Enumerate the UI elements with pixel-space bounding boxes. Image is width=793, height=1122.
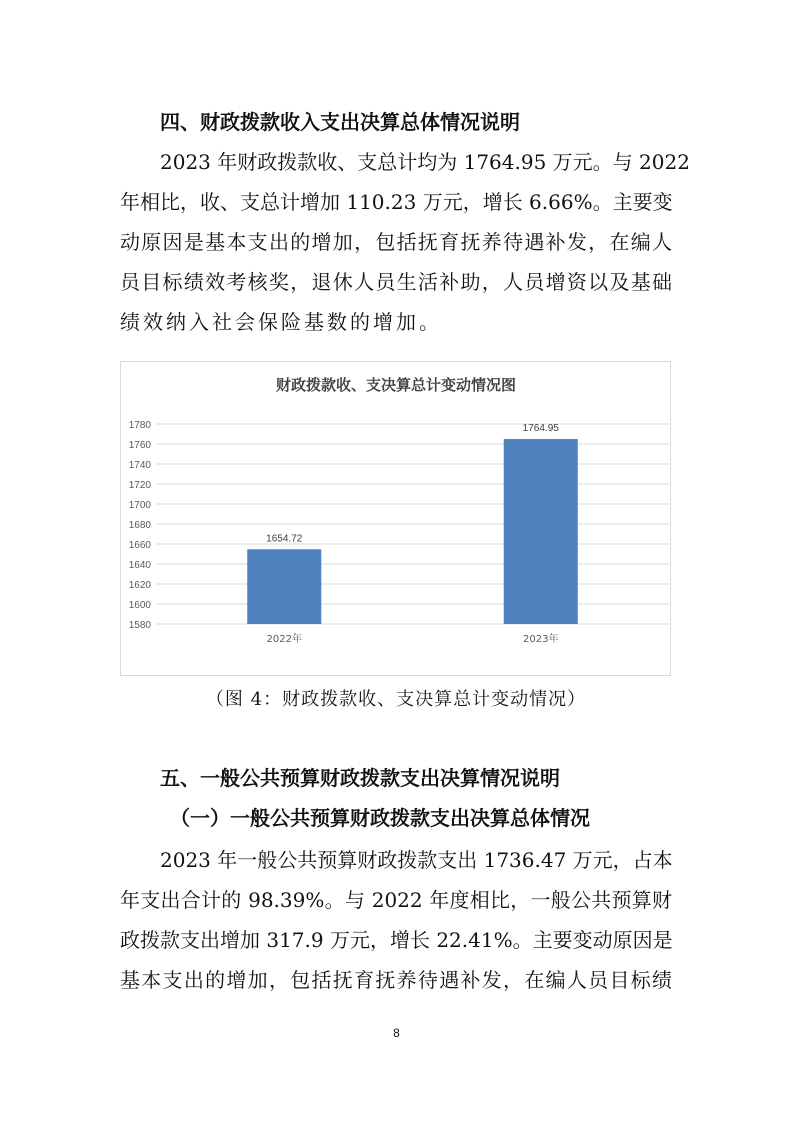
y-tick-label: 1720 xyxy=(128,480,151,491)
section4-paragraph-line: 2023 年财政拨款收、支总计均为 1764.95 万元。与 2022 xyxy=(160,150,690,174)
y-tick-label: 1700 xyxy=(128,500,151,511)
data-label: 1764.95 xyxy=(522,423,559,435)
y-tick-label: 1740 xyxy=(128,460,151,471)
y-tick-label: 1580 xyxy=(128,620,151,631)
x-tick-label: 2022年 xyxy=(266,634,302,645)
bar-2023年 xyxy=(504,439,578,624)
y-tick-label: 1660 xyxy=(128,540,151,551)
x-tick-label: 2023年 xyxy=(523,634,559,645)
page-number: 8 xyxy=(393,1026,400,1040)
bar-2022年 xyxy=(247,549,321,624)
section5-subheading: （一）一般公共预算财政拨款支出决算总体情况 xyxy=(170,806,590,830)
y-tick-label: 1640 xyxy=(128,560,151,571)
data-label: 1654.72 xyxy=(266,533,303,545)
section4-paragraph-line: 动原因是基本支出的增加，包括抚育抚养待遇补发，在编人 xyxy=(120,230,672,254)
y-tick-label: 1760 xyxy=(128,440,151,451)
chart-title: 财政拨款收、支决算总计变动情况图 xyxy=(275,376,517,394)
section5-paragraph-line: 2023 年一般公共预算财政拨款支出 1736.47 万元，占本 xyxy=(160,848,673,872)
section5-paragraph-line: 政拨款支出增加 317.9 万元，增长 22.41%。主要变动原因是 xyxy=(120,928,673,952)
chart-canvas xyxy=(121,362,672,677)
y-tick-label: 1620 xyxy=(128,580,151,591)
section4-heading: 四、财政拨款收入支出决算总体情况说明 xyxy=(160,110,520,134)
section4-paragraph-line: 绩效纳入社会保险基数的增加。 xyxy=(120,310,442,334)
figure-caption: （图 4：财政拨款收、支决算总计变动情况） xyxy=(205,689,587,710)
section4-paragraph-line: 年相比，收、支总计增加 110.23 万元，增长 6.66%。主要变 xyxy=(120,190,673,214)
section5-heading: 五、一般公共预算财政拨款支出决算情况说明 xyxy=(160,766,560,790)
y-tick-label: 1680 xyxy=(128,520,151,531)
y-tick-label: 1780 xyxy=(128,420,151,431)
section5-paragraph-line: 基本支出的增加，包括抚育抚养待遇补发，在编人员目标绩 xyxy=(120,968,672,992)
bar-chart xyxy=(120,361,671,676)
y-tick-label: 1600 xyxy=(128,600,151,611)
section5-paragraph-line: 年支出合计的 98.39%。与 2022 年度相比，一般公共预算财 xyxy=(120,888,672,912)
section4-paragraph-line: 员目标绩效考核奖，退休人员生活补助，人员增资以及基础 xyxy=(120,270,672,294)
